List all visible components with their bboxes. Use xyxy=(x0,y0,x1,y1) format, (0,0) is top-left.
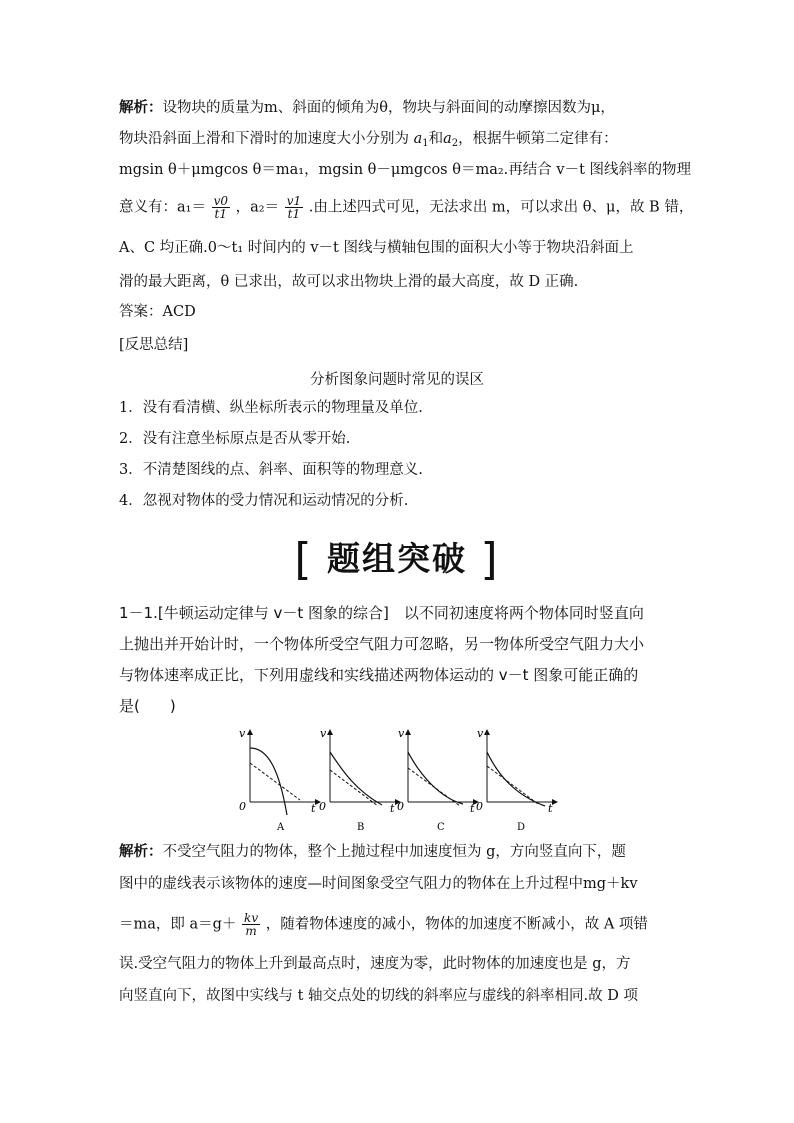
mistake-item-2: 2．没有注意坐标原点是否从零开始. xyxy=(119,431,351,447)
bracket-left: [ xyxy=(294,534,314,585)
mistakes-title: 分析图象问题时常见的误区 xyxy=(310,372,484,388)
graph-b-origin: 0 xyxy=(319,800,326,813)
graph-d-t-label: t xyxy=(548,802,553,815)
question-line2: 上抛出并开始计时，一个物体所受空气阻力可忽略，另一物体所受空气阻力大小 xyxy=(119,635,645,653)
analysis1-label: 解析： xyxy=(119,99,163,116)
graph-b-option: B xyxy=(357,822,365,833)
graph-c-option: C xyxy=(437,822,445,833)
analysis1-line3: mgsin θ＋μmgcos θ＝ma₁，mgsin θ－μmgcos θ＝ma₂.再结合 v－t 图线斜率的物理 xyxy=(119,162,692,178)
analysis1-line6: 滑的最大距离，θ 已求出，故可以求出物块上滑的最大高度，故 D 正确. xyxy=(119,274,579,290)
graph-a-origin: 0 xyxy=(239,800,246,813)
graph-a-v-label: v xyxy=(239,727,246,740)
analysis2-label: 解析： xyxy=(119,843,163,860)
bracket-right: ] xyxy=(480,534,500,585)
analysis1-line1: 解析：设物块的质量为m、斜面的倾角为θ，物块与斜面间的动摩擦因数为μ， xyxy=(119,99,615,116)
question-line4: 是( ) xyxy=(119,697,176,715)
section-title: 题组突破 xyxy=(327,539,467,578)
question-line1: 1－1.[牛顿运动定律与 v－t 图象的综合] 以不同初速度将两个物体同时竖直向 xyxy=(119,604,644,622)
analysis1-line5: A、C 均正确.0～t₁ 时间内的 v－t 图线与横轴包围的面积大小等于物块沿斜面上 xyxy=(119,240,634,256)
fraction-v1-t1: $\frac{v1}{t1}$ xyxy=(286,194,302,221)
analysis2-line3: ＝ma，即 a＝g＋ $\frac{kv}{m}$ ，随着物体速度的减小，物体的加速度不断减小，故 A 项错 xyxy=(119,911,648,938)
graph-b-v-label: v xyxy=(320,727,327,740)
analysis1-line2: 物块沿斜面上滑和下滑时的加速度大小分别为 $a_1$和$a_2$，根据牛顿第二定律有： xyxy=(119,131,618,149)
analysis2-line1: 解析：不受空气阻力的物体，整个上抛过程中加速度恒为 g，方向竖直向下，题 xyxy=(119,843,626,860)
graph-a xyxy=(239,727,318,833)
mistake-item-1: 1．没有看清横、纵坐标所表示的物理量及单位. xyxy=(119,400,423,416)
graph-c-t-label: t xyxy=(470,802,475,815)
graph-b xyxy=(319,727,398,833)
fraction-v0-t1: $\frac{v0}{t1}$ xyxy=(213,194,228,221)
graph-a-option: A xyxy=(277,822,285,833)
analysis2-line4: 误.受空气阻力的物体上升到最高点时，速度为零，此时物体的加速度也是 g，方 xyxy=(119,956,631,972)
mistake-item-3: 3．不清楚图线的点、斜率、面积等的物理意义. xyxy=(119,462,423,478)
graph-c-v-label: v xyxy=(398,727,405,740)
graph-c xyxy=(397,727,476,833)
graph-d-option: D xyxy=(517,822,526,833)
graph-a-t-label: t xyxy=(311,802,316,815)
analysis2-line2: 图中的虚线表示该物体的速度—时间图象受空气阻力的物体在上升过程中mg＋kv xyxy=(119,876,638,892)
fraction-kv-m: $\frac{kv}{m}$ xyxy=(244,911,259,938)
section-title-block xyxy=(0,533,794,585)
reflection-heading: [反思总结] xyxy=(119,337,189,353)
graph-d xyxy=(476,727,555,833)
analysis1-line4: 意义有：a₁＝ $\frac{v0}{t1}$ ，a₂＝ $\frac{v1}{t1}$ .由上述四式可见，无法求出 m，可以求出 θ、μ，故 B 错， xyxy=(119,194,694,221)
analysis2-line5: 向竖直向下，故图中实线与 t 轴交点处的切线的斜率应与虚线的斜率相同.故 D 项 xyxy=(119,988,638,1004)
graph-d-origin: 0 xyxy=(476,800,483,813)
mistake-item-4: 4．忽视对物体的受力情况和运动情况的分析. xyxy=(119,493,409,509)
question-line3: 与物体速率成正比，下列用虚线和实线描述两物体运动的 v－t 图象可能正确的 xyxy=(119,666,639,684)
vt-graphs xyxy=(0,720,794,840)
graph-d-v-label: v xyxy=(477,727,484,740)
answer: 答案：ACD xyxy=(119,304,196,320)
graph-b-t-label: t xyxy=(390,802,395,815)
graph-c-origin: 0 xyxy=(397,800,404,813)
